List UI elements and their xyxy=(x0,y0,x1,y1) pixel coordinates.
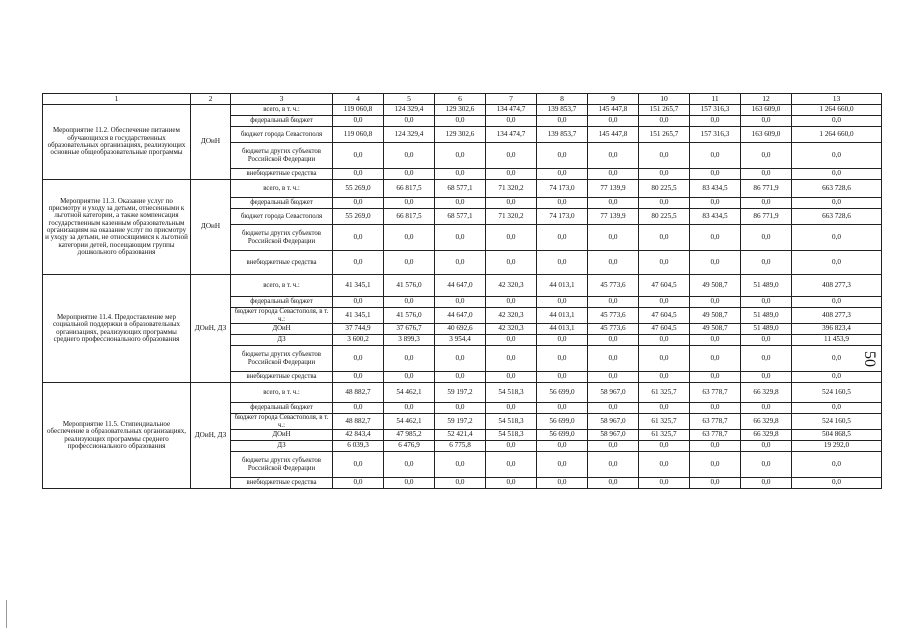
total-value: 504 868,5 xyxy=(792,430,882,441)
year-value: 0,0 xyxy=(333,225,384,251)
year-value: 0,0 xyxy=(486,225,537,251)
year-value: 0,0 xyxy=(639,116,690,127)
year-value: 41 345,1 xyxy=(333,275,384,297)
year-value: 80 225,5 xyxy=(639,180,690,198)
year-value: 0,0 xyxy=(384,225,435,251)
year-value: 0,0 xyxy=(639,372,690,383)
executor: ДОиН xyxy=(191,105,231,180)
year-value: 0,0 xyxy=(588,346,639,372)
header-cell: 9 xyxy=(588,94,639,105)
total-value: 408 277,3 xyxy=(792,275,882,297)
year-value: 0,0 xyxy=(537,198,588,209)
year-value: 0,0 xyxy=(435,169,486,180)
year-value: 0,0 xyxy=(486,335,537,346)
funding-source: бюджет города Севастополя xyxy=(231,209,333,225)
header-cell: 1 xyxy=(43,94,191,105)
year-value: 58 967,0 xyxy=(588,414,639,430)
year-value: 37 676,7 xyxy=(384,324,435,335)
year-value: 0,0 xyxy=(741,116,792,127)
year-value: 0,0 xyxy=(588,441,639,452)
year-value: 0,0 xyxy=(588,116,639,127)
year-value: 0,0 xyxy=(435,116,486,127)
year-value: 66 329,8 xyxy=(741,383,792,403)
year-value: 0,0 xyxy=(690,116,741,127)
funding-source: ДОиН xyxy=(231,430,333,441)
year-value: 0,0 xyxy=(435,251,486,275)
year-value: 0,0 xyxy=(690,441,741,452)
year-value: 0,0 xyxy=(384,251,435,275)
year-value: 0,0 xyxy=(639,403,690,414)
year-value: 0,0 xyxy=(384,372,435,383)
year-value: 86 771,9 xyxy=(741,209,792,225)
year-value: 0,0 xyxy=(333,478,384,489)
year-value: 157 316,3 xyxy=(690,105,741,116)
year-value: 55 269,0 xyxy=(333,209,384,225)
year-value: 139 853,7 xyxy=(537,105,588,116)
year-value: 42 320,3 xyxy=(486,324,537,335)
year-value: 44 647,0 xyxy=(435,275,486,297)
year-value: 0,0 xyxy=(384,143,435,169)
total-value: 0,0 xyxy=(792,198,882,209)
header-cell: 7 xyxy=(486,94,537,105)
year-value: 0,0 xyxy=(333,403,384,414)
year-value: 6 039,3 xyxy=(333,441,384,452)
year-value: 0,0 xyxy=(435,452,486,478)
year-value: 0,0 xyxy=(384,403,435,414)
year-value: 61 325,7 xyxy=(639,430,690,441)
measure-name: Мероприятие 11.5. Стипендиальное обеспечение в образовательных организациях, реализующих программы среднего профессионального образования xyxy=(43,383,191,489)
year-value: 0,0 xyxy=(537,143,588,169)
year-value: 74 173,0 xyxy=(537,209,588,225)
year-value: 134 474,7 xyxy=(486,105,537,116)
year-value: 0,0 xyxy=(333,198,384,209)
year-value: 45 773,6 xyxy=(588,275,639,297)
year-value: 0,0 xyxy=(690,335,741,346)
year-value: 157 316,3 xyxy=(690,127,741,143)
year-value: 42 843,4 xyxy=(333,430,384,441)
year-value: 0,0 xyxy=(435,297,486,308)
year-value: 0,0 xyxy=(486,441,537,452)
year-value: 0,0 xyxy=(333,297,384,308)
year-value: 0,0 xyxy=(639,225,690,251)
year-value: 0,0 xyxy=(384,169,435,180)
year-value: 0,0 xyxy=(486,478,537,489)
header-cell: 3 xyxy=(231,94,333,105)
funding-source: всего, в т. ч.: xyxy=(231,383,333,403)
table-row xyxy=(43,275,882,297)
year-value: 47 985,2 xyxy=(384,430,435,441)
year-value: 54 462,1 xyxy=(384,414,435,430)
year-value: 0,0 xyxy=(741,297,792,308)
header-cell: 6 xyxy=(435,94,486,105)
total-value: 0,0 xyxy=(792,251,882,275)
year-value: 0,0 xyxy=(690,452,741,478)
year-value: 0,0 xyxy=(588,169,639,180)
year-value: 0,0 xyxy=(588,225,639,251)
year-value: 54 462,1 xyxy=(384,383,435,403)
total-value: 0,0 xyxy=(792,452,882,478)
header-cell: 5 xyxy=(384,94,435,105)
year-value: 55 269,0 xyxy=(333,180,384,198)
year-value: 0,0 xyxy=(384,297,435,308)
measure-name: Мероприятие 11.4. Предоставление мер социальной поддержки в образовательных организациях, реализующих программы среднего профессионального образования xyxy=(43,275,191,383)
year-value: 56 699,0 xyxy=(537,383,588,403)
year-value: 0,0 xyxy=(588,198,639,209)
year-value: 0,0 xyxy=(435,346,486,372)
year-value: 49 508,7 xyxy=(690,324,741,335)
year-value: 52 421,4 xyxy=(435,430,486,441)
year-value: 0,0 xyxy=(588,452,639,478)
year-value: 63 778,7 xyxy=(690,430,741,441)
budget-table xyxy=(42,93,882,489)
funding-source: федеральный бюджет xyxy=(231,198,333,209)
year-value: 0,0 xyxy=(639,346,690,372)
year-value: 0,0 xyxy=(690,346,741,372)
year-value: 45 773,6 xyxy=(588,324,639,335)
year-value: 0,0 xyxy=(333,251,384,275)
total-value: 408 277,3 xyxy=(792,308,882,324)
table-row xyxy=(43,105,882,116)
measure-name: Мероприятие 11.3. Оказание услуг по присмотру и уходу за детьми, отнесенными к льготной категории, а также компенсация государственным казенным образовательным организациям на оказание услуг по присмотру и уходу за детьми, не относящимися к льготной категории детей, посещающим группы дошкольного образования xyxy=(43,180,191,275)
year-value: 0,0 xyxy=(639,297,690,308)
year-value: 44 647,0 xyxy=(435,308,486,324)
year-value: 0,0 xyxy=(333,372,384,383)
year-value: 68 577,1 xyxy=(435,180,486,198)
year-value: 0,0 xyxy=(639,143,690,169)
year-value: 0,0 xyxy=(486,372,537,383)
year-value: 0,0 xyxy=(435,372,486,383)
year-value: 0,0 xyxy=(486,403,537,414)
funding-source: ДЗ xyxy=(231,441,333,452)
year-value: 0,0 xyxy=(741,169,792,180)
year-value: 0,0 xyxy=(537,441,588,452)
funding-source: федеральный бюджет xyxy=(231,116,333,127)
year-value: 59 197,2 xyxy=(435,414,486,430)
year-value: 151 265,7 xyxy=(639,105,690,116)
year-value: 0,0 xyxy=(537,225,588,251)
year-value: 0,0 xyxy=(690,198,741,209)
year-value: 3 600,2 xyxy=(333,335,384,346)
funding-source: внебюджетные средства xyxy=(231,251,333,275)
year-value: 44 013,1 xyxy=(537,308,588,324)
total-value: 0,0 xyxy=(792,478,882,489)
year-value: 0,0 xyxy=(537,403,588,414)
total-value: 0,0 xyxy=(792,297,882,308)
funding-source: бюджеты других субъектов Российской Федерации xyxy=(231,225,333,251)
funding-source: бюджет города Севастополя xyxy=(231,127,333,143)
year-value: 0,0 xyxy=(741,335,792,346)
year-value: 6 775,8 xyxy=(435,441,486,452)
year-value: 0,0 xyxy=(435,225,486,251)
year-value: 44 013,1 xyxy=(537,275,588,297)
funding-source: ДОиН xyxy=(231,324,333,335)
year-value: 42 320,3 xyxy=(486,308,537,324)
year-value: 63 778,7 xyxy=(690,414,741,430)
year-value: 54 518,3 xyxy=(486,414,537,430)
header-cell: 4 xyxy=(333,94,384,105)
year-value: 0,0 xyxy=(741,143,792,169)
year-value: 0,0 xyxy=(741,452,792,478)
year-value: 41 345,1 xyxy=(333,308,384,324)
year-value: 48 882,7 xyxy=(333,383,384,403)
funding-source: внебюджетные средства xyxy=(231,372,333,383)
funding-source: всего, в т. ч.: xyxy=(231,180,333,198)
year-value: 0,0 xyxy=(537,478,588,489)
total-value: 663 728,6 xyxy=(792,209,882,225)
year-value: 42 320,3 xyxy=(486,275,537,297)
year-value: 0,0 xyxy=(486,198,537,209)
year-value: 0,0 xyxy=(486,346,537,372)
year-value: 86 771,9 xyxy=(741,180,792,198)
year-value: 80 225,5 xyxy=(639,209,690,225)
funding-source: внебюджетные средства xyxy=(231,478,333,489)
year-value: 58 967,0 xyxy=(588,383,639,403)
year-value: 163 609,0 xyxy=(741,105,792,116)
year-value: 0,0 xyxy=(537,116,588,127)
year-value: 0,0 xyxy=(639,169,690,180)
year-value: 119 060,8 xyxy=(333,127,384,143)
total-value: 1 264 660,0 xyxy=(792,105,882,116)
year-value: 0,0 xyxy=(741,478,792,489)
year-value: 61 325,7 xyxy=(639,383,690,403)
year-value: 0,0 xyxy=(690,372,741,383)
year-value: 0,0 xyxy=(333,143,384,169)
funding-source: внебюджетные средства xyxy=(231,169,333,180)
year-value: 0,0 xyxy=(639,478,690,489)
page-number: 50 xyxy=(861,351,878,367)
year-value: 0,0 xyxy=(537,297,588,308)
year-value: 0,0 xyxy=(588,478,639,489)
year-value: 0,0 xyxy=(639,452,690,478)
year-value: 0,0 xyxy=(741,251,792,275)
total-value: 19 292,0 xyxy=(792,441,882,452)
year-value: 0,0 xyxy=(741,403,792,414)
year-value: 51 489,0 xyxy=(741,324,792,335)
year-value: 6 476,9 xyxy=(384,441,435,452)
total-value: 1 264 660,0 xyxy=(792,127,882,143)
year-value: 129 302,6 xyxy=(435,105,486,116)
year-value: 139 853,7 xyxy=(537,127,588,143)
year-value: 0,0 xyxy=(588,297,639,308)
header-cell: 13 xyxy=(792,94,882,105)
year-value: 61 325,7 xyxy=(639,414,690,430)
total-value: 0,0 xyxy=(792,143,882,169)
year-value: 83 434,5 xyxy=(690,180,741,198)
year-value: 74 173,0 xyxy=(537,180,588,198)
year-value: 0,0 xyxy=(486,143,537,169)
year-value: 0,0 xyxy=(537,452,588,478)
total-value: 0,0 xyxy=(792,169,882,180)
year-value: 0,0 xyxy=(384,346,435,372)
header-cell: 11 xyxy=(690,94,741,105)
year-value: 0,0 xyxy=(384,116,435,127)
year-value: 47 604,5 xyxy=(639,324,690,335)
year-value: 47 604,5 xyxy=(639,308,690,324)
year-value: 44 013,1 xyxy=(537,324,588,335)
year-value: 0,0 xyxy=(486,452,537,478)
year-value: 71 320,2 xyxy=(486,180,537,198)
year-value: 0,0 xyxy=(333,346,384,372)
funding-source: всего, в т. ч.: xyxy=(231,275,333,297)
year-value: 56 699,0 xyxy=(537,430,588,441)
funding-source: федеральный бюджет xyxy=(231,403,333,414)
funding-source: бюджеты других субъектов Российской Федерации xyxy=(231,143,333,169)
table-row xyxy=(43,383,882,403)
total-value: 524 160,5 xyxy=(792,414,882,430)
year-value: 0,0 xyxy=(690,297,741,308)
year-value: 77 139,9 xyxy=(588,180,639,198)
year-value: 0,0 xyxy=(486,297,537,308)
total-value: 0,0 xyxy=(792,225,882,251)
year-value: 77 139,9 xyxy=(588,209,639,225)
year-value: 0,0 xyxy=(690,478,741,489)
year-value: 0,0 xyxy=(384,478,435,489)
year-value: 0,0 xyxy=(741,441,792,452)
year-value: 66 817,5 xyxy=(384,180,435,198)
year-value: 0,0 xyxy=(639,335,690,346)
measure-name: Мероприятие 11.2. Обеспечение питанием обучающихся в государственных образовательных организациях, реализующих основные общеобразовательные программы xyxy=(43,105,191,180)
year-value: 0,0 xyxy=(486,251,537,275)
funding-source: бюджет города Севастополя, в т. ч.: xyxy=(231,414,333,430)
year-value: 0,0 xyxy=(588,335,639,346)
year-value: 49 508,7 xyxy=(690,275,741,297)
year-value: 41 576,0 xyxy=(384,275,435,297)
year-value: 0,0 xyxy=(741,372,792,383)
year-value: 0,0 xyxy=(690,251,741,275)
year-value: 63 778,7 xyxy=(690,383,741,403)
year-value: 47 604,5 xyxy=(639,275,690,297)
year-value: 71 320,2 xyxy=(486,209,537,225)
year-value: 0,0 xyxy=(333,452,384,478)
total-value: 396 823,4 xyxy=(792,324,882,335)
header-cell: 10 xyxy=(639,94,690,105)
year-value: 0,0 xyxy=(384,452,435,478)
year-value: 0,0 xyxy=(537,335,588,346)
total-value: 524 160,5 xyxy=(792,383,882,403)
total-value: 0,0 xyxy=(792,372,882,383)
year-value: 0,0 xyxy=(384,198,435,209)
year-value: 124 329,4 xyxy=(384,127,435,143)
scan-edge-mark xyxy=(6,600,7,628)
year-value: 151 265,7 xyxy=(639,127,690,143)
year-value: 0,0 xyxy=(537,251,588,275)
year-value: 56 699,0 xyxy=(537,414,588,430)
year-value: 0,0 xyxy=(639,251,690,275)
year-value: 59 197,2 xyxy=(435,383,486,403)
year-value: 0,0 xyxy=(690,169,741,180)
year-value: 0,0 xyxy=(690,143,741,169)
header-row xyxy=(43,94,882,105)
year-value: 134 474,7 xyxy=(486,127,537,143)
funding-source: бюджеты других субъектов Российской Федерации xyxy=(231,346,333,372)
year-value: 66 329,8 xyxy=(741,430,792,441)
year-value: 40 692,6 xyxy=(435,324,486,335)
year-value: 0,0 xyxy=(690,225,741,251)
year-value: 129 302,6 xyxy=(435,127,486,143)
year-value: 0,0 xyxy=(588,143,639,169)
year-value: 68 577,1 xyxy=(435,209,486,225)
year-value: 54 518,3 xyxy=(486,430,537,441)
year-value: 124 329,4 xyxy=(384,105,435,116)
total-value: 0,0 xyxy=(792,116,882,127)
header-cell: 2 xyxy=(191,94,231,105)
header-cell: 12 xyxy=(741,94,792,105)
year-value: 41 576,0 xyxy=(384,308,435,324)
year-value: 0,0 xyxy=(741,346,792,372)
total-value: 11 453,9 xyxy=(792,335,882,346)
year-value: 66 817,5 xyxy=(384,209,435,225)
year-value: 58 967,0 xyxy=(588,430,639,441)
year-value: 3 899,3 xyxy=(384,335,435,346)
year-value: 0,0 xyxy=(588,403,639,414)
year-value: 163 609,0 xyxy=(741,127,792,143)
year-value: 0,0 xyxy=(588,372,639,383)
funding-source: всего, в т. ч.: xyxy=(231,105,333,116)
year-value: 0,0 xyxy=(537,372,588,383)
year-value: 37 744,9 xyxy=(333,324,384,335)
year-value: 0,0 xyxy=(741,198,792,209)
funding-source: бюджет города Севастополя, в т. ч.: xyxy=(231,308,333,324)
year-value: 49 508,7 xyxy=(690,308,741,324)
year-value: 48 882,7 xyxy=(333,414,384,430)
year-value: 119 060,8 xyxy=(333,105,384,116)
year-value: 54 518,3 xyxy=(486,383,537,403)
year-value: 66 329,8 xyxy=(741,414,792,430)
year-value: 0,0 xyxy=(537,169,588,180)
total-value: 0,0 xyxy=(792,346,882,372)
year-value: 0,0 xyxy=(435,143,486,169)
year-value: 0,0 xyxy=(537,346,588,372)
year-value: 0,0 xyxy=(690,403,741,414)
year-value: 0,0 xyxy=(435,478,486,489)
year-value: 51 489,0 xyxy=(741,275,792,297)
executor: ДОиН, ДЗ xyxy=(191,275,231,383)
year-value: 0,0 xyxy=(333,169,384,180)
year-value: 0,0 xyxy=(486,169,537,180)
funding-source: ДЗ xyxy=(231,335,333,346)
year-value: 0,0 xyxy=(435,403,486,414)
year-value: 51 489,0 xyxy=(741,308,792,324)
total-value: 663 728,6 xyxy=(792,180,882,198)
table-row xyxy=(43,180,882,198)
year-value: 0,0 xyxy=(741,225,792,251)
total-value: 0,0 xyxy=(792,403,882,414)
year-value: 0,0 xyxy=(486,116,537,127)
year-value: 145 447,8 xyxy=(588,105,639,116)
executor: ДОиН, ДЗ xyxy=(191,383,231,489)
year-value: 0,0 xyxy=(588,251,639,275)
funding-source: федеральный бюджет xyxy=(231,297,333,308)
year-value: 0,0 xyxy=(333,116,384,127)
executor: ДОиН xyxy=(191,180,231,275)
year-value: 145 447,8 xyxy=(588,127,639,143)
header-cell: 8 xyxy=(537,94,588,105)
year-value: 0,0 xyxy=(639,441,690,452)
year-value: 45 773,6 xyxy=(588,308,639,324)
year-value: 0,0 xyxy=(639,198,690,209)
year-value: 0,0 xyxy=(435,198,486,209)
year-value: 3 954,4 xyxy=(435,335,486,346)
year-value: 83 434,5 xyxy=(690,209,741,225)
funding-source: бюджеты других субъектов Российской Федерации xyxy=(231,452,333,478)
